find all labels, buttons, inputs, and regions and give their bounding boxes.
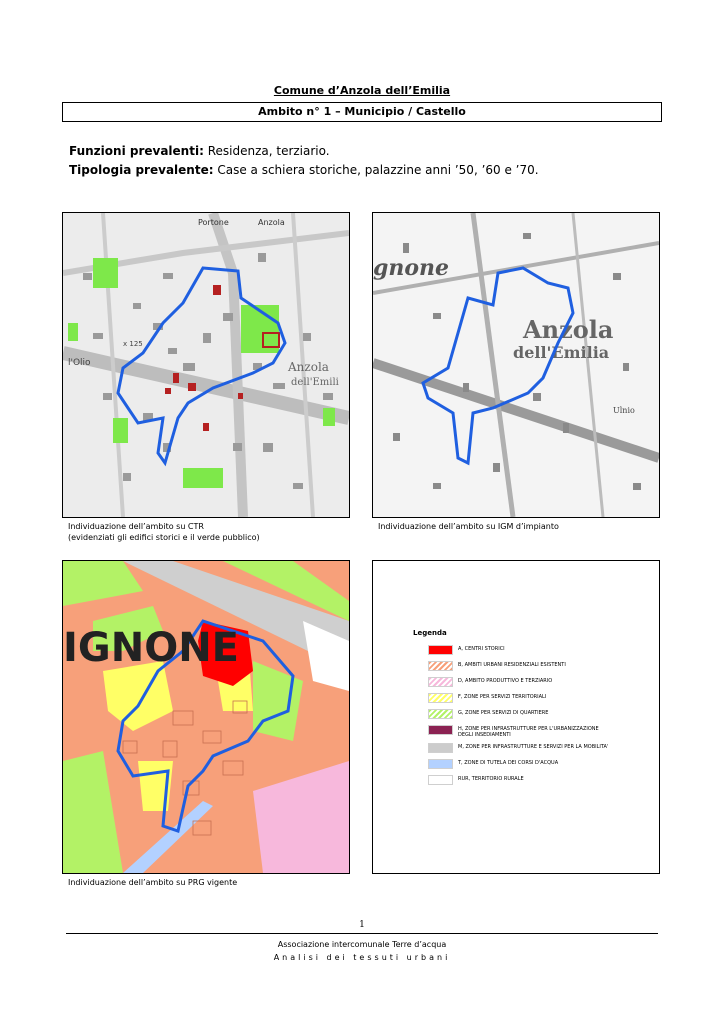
prg-caption: Individuazione dell’ambito su PRG vigente [68,878,238,887]
legend-swatch-hatch [428,709,453,719]
igm-map [372,212,660,518]
legend-label: G, ZONE PER SERVIZI DI QUARTIERE [458,710,549,716]
legend-swatch [428,759,453,769]
prg-map [62,560,350,874]
prg-label-ignone: IGNONE [63,625,239,671]
footer-subtitle: Analisi dei tessuti urbani [273,953,451,962]
legend-label: T, ZONE DI TUTELA DEI CORSI D'ACQUA [458,760,559,766]
igm-label-anzola: Anzola [523,315,614,344]
footer-association: Associazione intercomunale Terre d’acqua [277,940,447,949]
legend-swatch-hatch [428,693,453,703]
legend-label: A, CENTRI STORICI [458,646,505,652]
ctr-caption [68,521,260,543]
ctr-map [62,212,350,518]
tipologia-line [69,163,539,177]
ctr-label-anzola-top: Anzola [258,218,285,227]
funzioni-label: Funzioni prevalenti: [69,144,204,158]
ctr-caption-line2: (evidenziati gli edifici storici e il verde pubblico) [68,533,260,542]
ctr-label-emilia: dell'Emili [291,377,339,388]
legend-label: D, AMBITO PRODUTTIVO E TERZIARIO [458,678,553,684]
igm-label-emilia: dell'Emilia [513,343,610,362]
ctr-caption-line1: Individuazione dell’ambito su CTR [68,522,204,531]
tipologia-value: Case a schiera storiche, palazzine anni ’50, ’60 e ’70. [217,163,539,177]
igm-label-ulnio: Ulnio [613,406,635,415]
legend-label: F, ZONE PER SERVIZI TERRITORIALI [458,694,547,700]
ctr-label-anzola: Anzola [288,360,329,374]
legend-panel [372,560,660,874]
legend-swatch [428,725,453,735]
ctr-label-porta: Portone [198,218,229,227]
legend-title: Legenda [413,629,447,637]
ctr-label-height: x 125 [123,340,143,348]
legend-label: M, ZONE PER INFRASTRUTTURE E SERVIZI PER LA MOBILITA' [458,744,609,750]
ambito-title: Ambito n° 1 – Municipio / Castello [258,105,466,118]
legend-swatch [428,645,453,655]
ambito-title-box [62,102,662,122]
funzioni-line [69,144,330,158]
page-title: Comune d’Anzola dell’Emilia [273,84,451,97]
legend-label: H, ZONE PER INFRASTRUTTURE PER L'URBANIZZAZIONE DEGLI INSEDIAMENTI [458,726,599,738]
legend-label: B, AMBITI URBANI RESIDENZIALI ESISTENTI [458,662,566,668]
igm-label-ignone: gnone [373,255,450,281]
legend-swatch-hatch [428,677,453,687]
tipologia-label: Tipologia prevalente: [69,163,214,177]
legend-label: RUR, TERRITORIO RURALE [458,776,524,782]
funzioni-value: Residenza, terziario. [207,144,330,158]
page-number: 1 [359,920,365,930]
footer-divider [66,933,658,934]
ctr-label-olio: l'Olio [68,358,91,368]
igm-caption: Individuazione dell’ambito su IGM d’impianto [378,522,559,531]
legend-swatch [428,743,453,753]
legend-swatch [428,775,453,785]
legend-swatch-hatch [428,661,453,671]
